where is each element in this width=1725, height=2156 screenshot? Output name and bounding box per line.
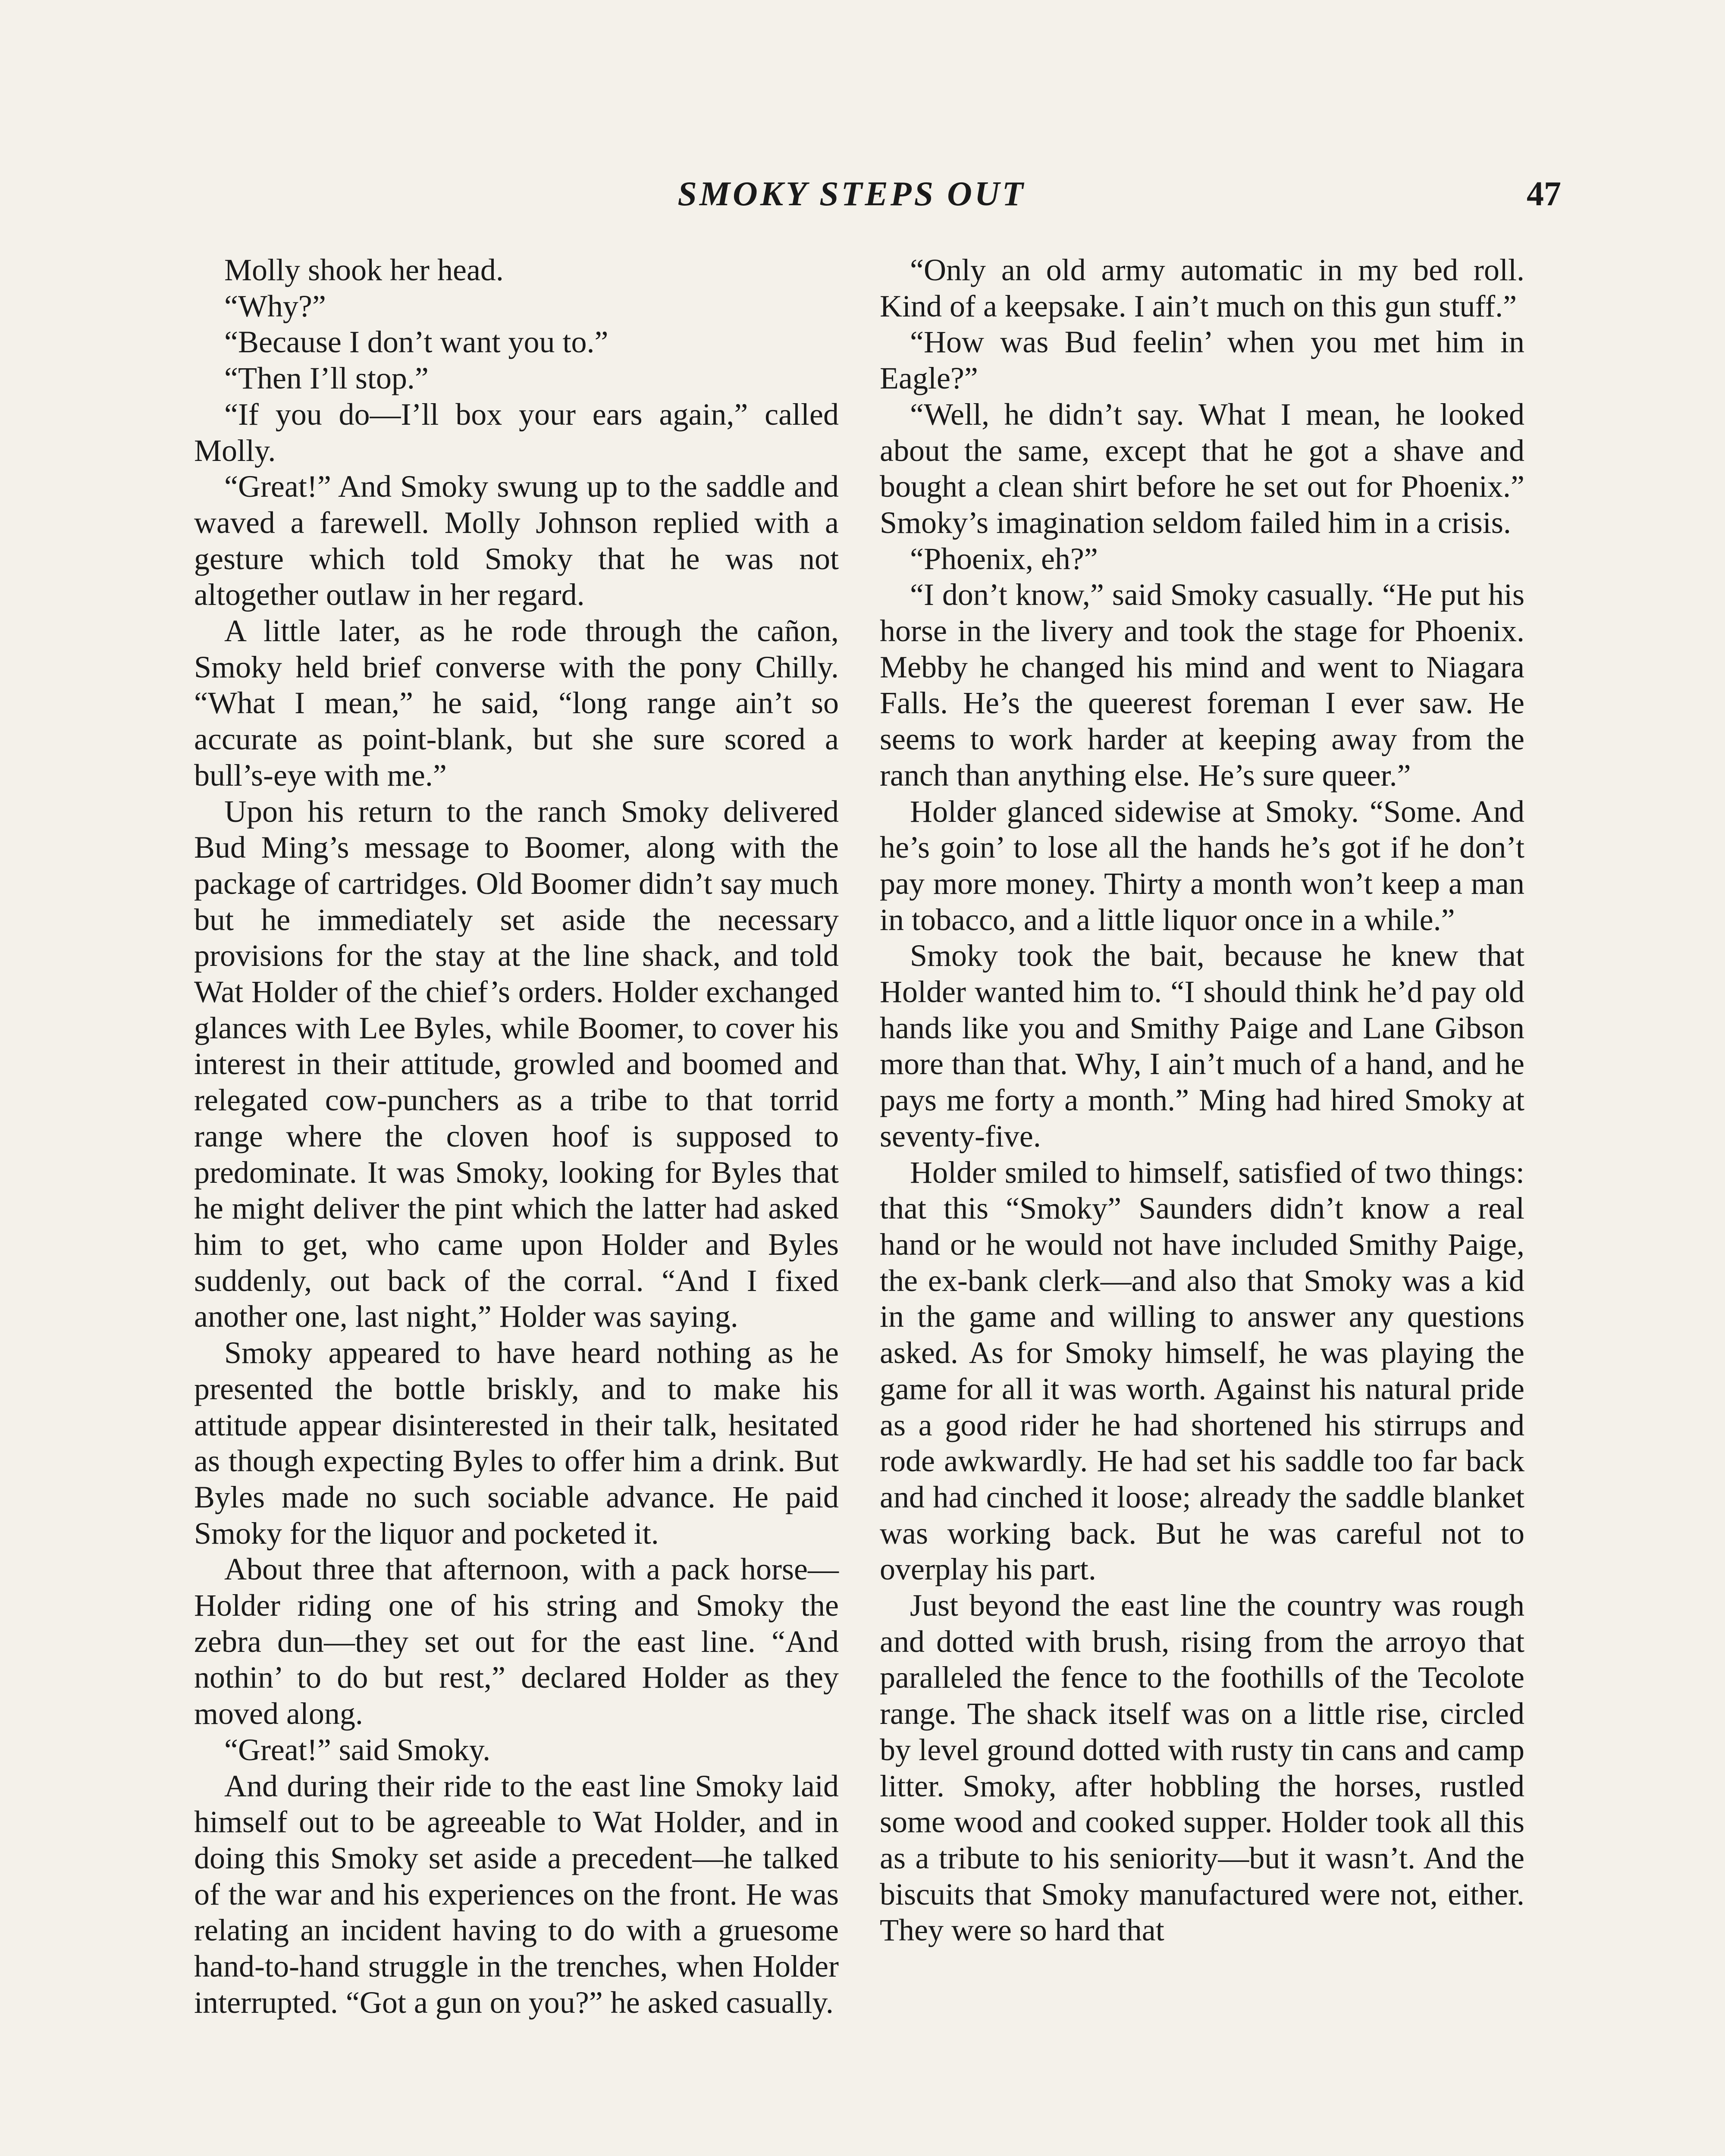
paragraph: “If you do—I’ll box your ears again,” called Molly. xyxy=(194,397,839,468)
paragraph: Holder smiled to himself, satisfied of two things: that this “Smoky” Saunders didn’t know a real hand or he would not have included Smithy Paige, the ex-bank clerk—and also that Smoky was a kid in the game and willing to answer any questions asked. As for Smoky himself, he was playing the game for all it was worth. Against his natural pride as a good rider he had shortened his stirrups and rode awkwardly. He had set his saddle too far back and had cinched it loose; already the saddle blanket was working back. But he was careful not to overplay his part. xyxy=(880,1155,1524,1587)
paragraph: Smoky appeared to have heard nothing as he presented the bottle briskly, and to make his attitude appear disinterested in their talk, hesitated as though expecting Byles to offer him a drink. But Byles made no such sociable advance. He paid Smoky for the liquor and pocketed it. xyxy=(194,1335,839,1551)
paragraph: “How was Bud feelin’ when you met him in Eagle?” xyxy=(880,325,1524,396)
paragraph: “Because I don’t want you to.” xyxy=(224,325,608,360)
paragraph: “Great!” said Smoky. xyxy=(224,1732,491,1767)
paragraph: Upon his return to the ranch Smoky delivered Bud Ming’s message to Boomer, along with the package of cartridges. Old Boomer didn’t say much but he immediately set aside the necessary provisions for the stay at the line shack, and told Wat Holder of the chief’s orders. Holder exchanged glances with Lee Byles, while Boomer, to cover his interest in their attitude, growled and boomed and relegated cow-punchers as a tribe to that torrid range where the cloven hoof is supposed to predominate. It was Smoky, looking for Byles that he might deliver the pint which the latter had asked him to get, who came upon Holder and Byles suddenly, out back of the corral. “And I fixed another one, last night,” Holder was saying. xyxy=(194,794,839,1334)
paragraph: “Why?” xyxy=(224,288,326,323)
paragraph: “Great!” And Smoky swung up to the saddle and waved a farewell. Molly Johnson replied with a gesture which told Smoky that he was not altogether outlaw in her regard. xyxy=(194,469,839,612)
paragraph: And during their ride to the east line Smoky laid himself out to be agreeable to Wat Holder, and in doing this Smoky set aside a precedent—he talked of the war and his experiences on the front. He was relating an incident having to do with a gruesome hand-to-hand struggle in the trenches, when Holder interrupted. “Got a gun on you?” he asked casually. xyxy=(194,1768,839,2020)
paragraph: “I don’t know,” said Smoky casually. “He put his horse in the livery and took the stage for Phoenix. Mebby he changed his mind and went to Niagara Falls. He’s the queerest foreman I ever saw. He seems to work harder at keeping away from the ranch than anything else. He’s sure queer.” xyxy=(880,577,1524,793)
paragraph: A little later, as he rode through the cañon, Smoky held brief converse with the pony Chilly. “What I mean,” he said, “long range ain’t so accurate as point-blank, but she sure scored a bull’s-eye with me.” xyxy=(194,614,839,793)
paragraph: Molly shook her head. xyxy=(224,253,504,287)
page-header xyxy=(0,175,1725,222)
left-column xyxy=(194,252,839,2021)
paragraph: Holder glanced sidewise at Smoky. “Some. And he’s goin’ to lose all the hands he’s got if he don’t pay more money. Thirty a month won’t keep a man in tobacco, and a little liquor once in a while.” xyxy=(880,794,1524,937)
right-column xyxy=(880,252,1524,1949)
page-number: 47 xyxy=(1527,175,1561,213)
paragraph: “Well, he didn’t say. What I mean, he looked about the same, except that he got a shave and bought a clean shirt before he set out for Phoenix.” Smoky’s imagination seldom failed him in a crisis. xyxy=(880,397,1524,540)
paragraph: About three that afternoon, with a pack horse—Holder riding one of his string and Smoky the zebra dun—they set out for the east line. “And nothin’ to do but rest,” declared Holder as they moved along. xyxy=(194,1552,839,1731)
paragraph: Smoky took the bait, because he knew that Holder wanted him to. “I should think he’d pay old hands like you and Smithy Paige and Lane Gibson more than that. Why, I ain’t much of a hand, and he pays me forty a month.” Ming had hired Smoky at seventy-five. xyxy=(880,938,1524,1153)
paragraph: “Phoenix, eh?” xyxy=(910,541,1098,576)
paragraph: Just beyond the east line the country was rough and dotted with brush, rising from the arroyo that paralleled the fence to the foothills of the Tecolote range. The shack itself was on a little rise, circled by level ground dotted with rusty tin cans and camp litter. Smoky, after hobbling the horses, rustled some wood and cooked supper. Holder took all this as a tribute to his seniority—but it wasn’t. And the biscuits that Smoky manufactured were not, either. They were so hard that xyxy=(880,1588,1524,1948)
running-head: SMOKY STEPS OUT xyxy=(677,175,1026,213)
paragraph: “Then I’ll stop.” xyxy=(224,361,429,396)
paragraph: “Only an old army automatic in my bed roll. Kind of a keepsake. I ain’t much on this gun stuff.” xyxy=(880,253,1524,323)
